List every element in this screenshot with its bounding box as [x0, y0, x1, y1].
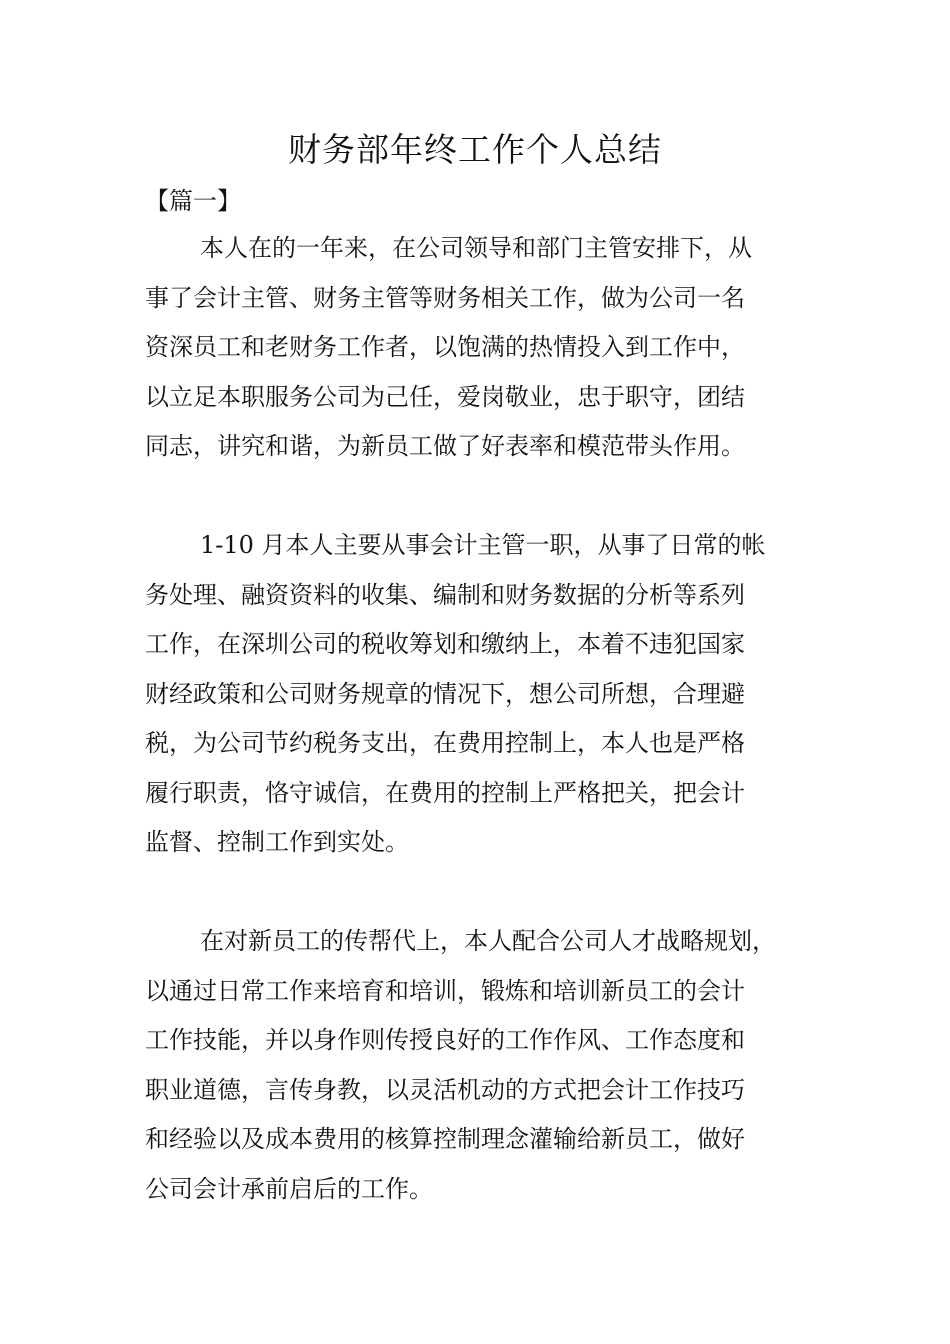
- document-title: 财务部年终工作个人总结: [288, 130, 662, 169]
- paragraph-3: [145, 917, 810, 1214]
- paragraph-line: 税，为公司节约税务支出，在费用控制上，本人也是严格: [145, 729, 745, 757]
- paragraph-line: 工作技能，并以身作则传授良好的工作作风、工作态度和: [145, 1026, 745, 1054]
- paragraph-1: [145, 224, 810, 472]
- section-label: 【篇一】: [145, 187, 241, 215]
- paragraph-line: 监督、控制工作到实处。: [145, 828, 409, 856]
- paragraph-line: 财经政策和公司财务规章的情况下，想公司所想，合理避: [145, 679, 745, 708]
- paragraph-line: 和经验以及成本费用的核算控制理念灌输给新员工，做好: [145, 1125, 745, 1153]
- paragraph-line: 资深员工和老财务工作者，以饱满的热情投入到工作中，: [145, 333, 745, 361]
- paragraph-line: 1-10 月本人主要从事会计主管一职，从事了日常的帐: [200, 531, 766, 559]
- paragraph-line: 在对新员工的传帮代上，本人配合公司人才战略规划，: [200, 927, 776, 955]
- paragraph-line: 履行职责，恪守诚信，在费用的控制上严格把关，把会计: [145, 778, 745, 807]
- paragraph-2: [145, 521, 810, 868]
- paragraph-line: 工作，在深圳公司的税收筹划和缴纳上，本着不违犯国家: [145, 630, 745, 658]
- paragraph-line: 职业道德，言传身教，以灵活机动的方式把会计工作技巧: [145, 1075, 745, 1104]
- paragraph-line: 以通过日常工作来培育和培训，锻炼和培训新员工的会计: [145, 976, 745, 1005]
- paragraph-line: 事了会计主管、财务主管等财务相关工作，做为公司一名: [145, 283, 745, 312]
- paragraph-line: 务处理、融资资料的收集、编制和财务数据的分析等系列: [145, 580, 745, 609]
- paragraph-line: 以立足本职服务公司为己任，爱岗敬业，忠于职守，团结: [145, 382, 745, 411]
- paragraph-line: 同志，讲究和谐，为新员工做了好表率和模范带头作用。: [145, 432, 745, 460]
- paragraph-line: 公司会计承前启后的工作。: [145, 1174, 433, 1203]
- paragraph-line: 本人在的一年来，在公司领导和部门主管安排下，从: [200, 234, 752, 262]
